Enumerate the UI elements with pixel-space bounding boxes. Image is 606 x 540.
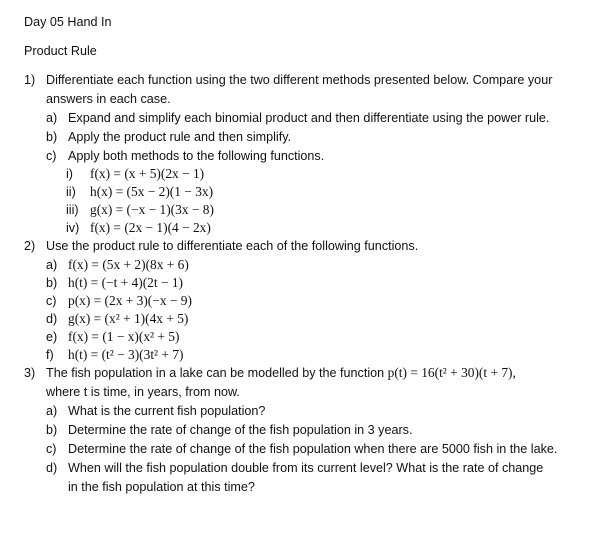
q2-item-expr: f(x) = (5x + 2)(8x + 6)	[68, 257, 189, 272]
q3-text-line2: where t is time, in years, from now.	[46, 385, 240, 399]
q1c-label: c)	[46, 149, 57, 163]
q2-number: 2)	[24, 239, 36, 253]
q1b-text: Apply the product rule and then simplify.	[68, 130, 292, 144]
q2-item-label: b)	[46, 276, 58, 290]
q2-text: Use the product rule to differentiate each of the following functions.	[46, 239, 419, 253]
q3a-text: What is the current fish population?	[68, 404, 266, 418]
q3a-label: a)	[46, 404, 58, 418]
q3c-text: Determine the rate of change of the fish population when there are 5000 fish in the lake.	[68, 442, 558, 456]
q2-item-expr: g(x) = (x² + 1)(4x + 5)	[68, 311, 189, 326]
q1c-item-label: i)	[66, 167, 73, 181]
q1c-item-label: iv)	[66, 221, 80, 235]
q2-item-label: e)	[46, 330, 58, 344]
q2-item-label: a)	[46, 258, 58, 272]
q3-text-prefix: The fish population in a lake can be modelled by the function	[46, 366, 385, 380]
q1a-label: a)	[46, 111, 58, 125]
q3b-text: Determine the rate of change of the fish population in 3 years.	[68, 423, 413, 437]
q2-item-label: d)	[46, 312, 58, 326]
q1c-item-expr: g(x) = (−x − 1)(3x − 8)	[90, 202, 214, 217]
q1c-text: Apply both methods to the following functions.	[68, 149, 325, 163]
q3-number: 3)	[24, 366, 36, 380]
q2-item-expr: f(x) = (1 − x)(x² + 5)	[68, 329, 180, 344]
q3d-label: d)	[46, 461, 58, 475]
q1c-item-expr: f(x) = (x + 5)(2x − 1)	[90, 166, 205, 181]
q1-number: 1)	[24, 73, 36, 87]
q1c-item-expr: f(x) = (2x − 1)(4 − 2x)	[90, 220, 211, 235]
q1c-item-label: iii)	[66, 203, 79, 217]
q2-item-expr: p(x) = (2x + 3)(−x − 9)	[68, 293, 192, 308]
q2-item-label: f)	[46, 348, 54, 362]
q3d-text-line2: in the fish population at this time?	[68, 480, 255, 494]
q2-item-label: c)	[46, 294, 57, 308]
q1a-text: Expand and simplify each binomial product and then differentiate using the power rule.	[68, 111, 550, 125]
section-title: Product Rule	[24, 44, 97, 58]
q1-text-line2: answers in each case.	[46, 92, 171, 106]
page-title: Day 05 Hand In	[24, 15, 112, 29]
q2-item-expr: h(t) = (t² − 3)(3t² + 7)	[68, 347, 184, 362]
q3-function-expr: p(t) = 16(t² + 30)(t + 7),	[387, 365, 516, 380]
q1b-label: b)	[46, 130, 58, 144]
q2-item-expr: h(t) = (−t + 4)(2t − 1)	[68, 275, 183, 290]
q3b-label: b)	[46, 423, 58, 437]
q3-text-line1	[46, 365, 516, 381]
q1-text-line1: Differentiate each function using the two different methods presented below. Compare your	[46, 73, 553, 87]
q3d-text-line1: When will the fish population double from its current level? What is the rate of change	[68, 461, 544, 475]
q1c-item-label: ii)	[66, 185, 76, 199]
q3c-label: c)	[46, 442, 57, 456]
q1c-item-expr: h(x) = (5x − 2)(1 − 3x)	[90, 184, 214, 199]
